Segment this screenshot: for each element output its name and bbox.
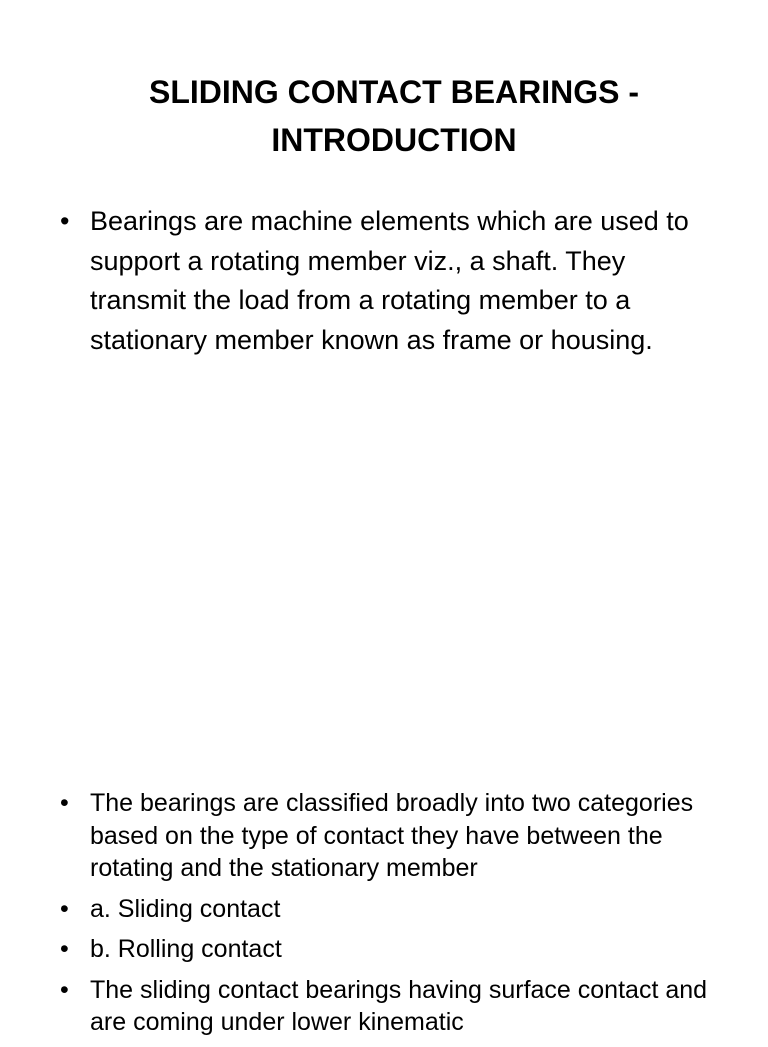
- bullet-icon: •: [60, 975, 69, 1004]
- bullet-list-intro: [60, 202, 720, 360]
- bullet-item: [60, 787, 720, 885]
- bullet-text: The sliding contact bearings having surface contact and are coming under lower kinematic: [90, 975, 708, 1036]
- slide-title-line-1: SLIDING CONTACT BEARINGS -: [148, 74, 640, 110]
- bullet-icon: •: [60, 789, 69, 817]
- bullet-item: [60, 974, 720, 1039]
- bullet-text: a. Sliding contact: [90, 894, 281, 923]
- slide-title-line-2: INTRODUCTION: [271, 122, 517, 158]
- bullet-icon: •: [60, 894, 69, 923]
- slide-title: [40, 68, 748, 164]
- bullet-item: [60, 893, 720, 926]
- bullet-list-classification: [60, 787, 720, 1047]
- bullet-item: [60, 933, 720, 966]
- bullet-text: Bearings are machine elements which are used to support a rotating member viz., a shaft. They transmit the load from a rotating member to a stationary member known as frame or housing.: [90, 206, 689, 355]
- bullet-text: The bearings are classified broadly into two categories based on the type of contact they have between the rotating and the stationary member: [90, 789, 694, 882]
- bullet-icon: •: [60, 935, 69, 963]
- bullet-text: b. Rolling contact: [90, 935, 282, 963]
- bullet-icon: •: [60, 206, 70, 236]
- bullet-item: [60, 202, 720, 360]
